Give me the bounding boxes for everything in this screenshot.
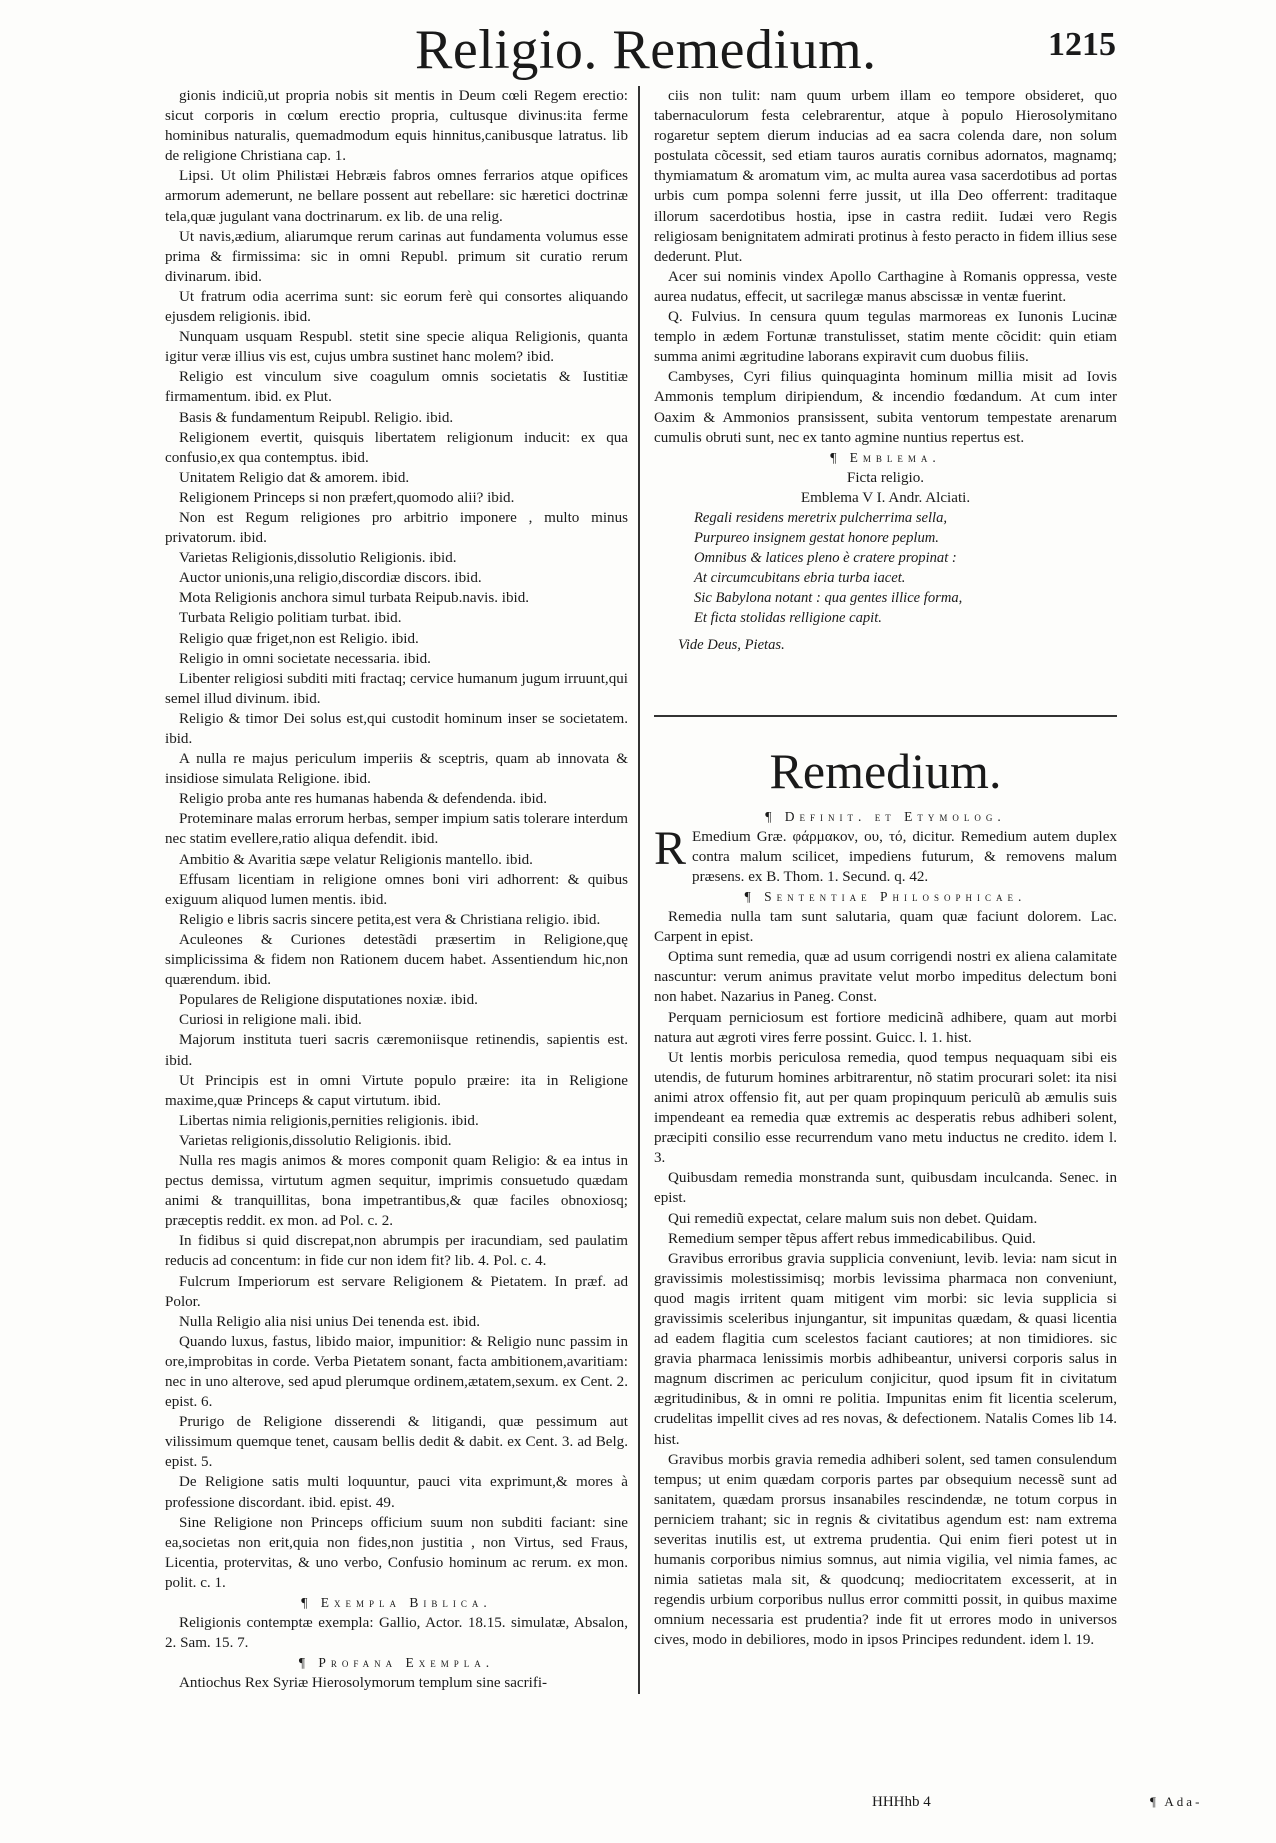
section-heading-sententiae: ¶ Sententiae Philosophicae. — [744, 889, 1027, 904]
definition-text: Emedium Græ. φάρμακον, ου, τό, dicitur. Remedium autem duplex contra malum scilicet, impediens futurum, & removens malum præsens. ex B. Thom. 1. Secund. q. 42. — [692, 828, 1117, 885]
left-paragraph: Libenter religiosi subditi miti fractaq; cervice humanum jugum irruunt,qui semel illud divinum. ibid. — [165, 670, 628, 707]
remedium-heading: Remedium. — [654, 715, 1117, 799]
left-column — [165, 86, 640, 1694]
left-paragraph: Unitatem Religio dat & amorem. ibid. — [179, 469, 410, 486]
emblem-verses — [654, 508, 1117, 629]
left-paragraph: Religio e libris sacris sincere petita,est vera & Christiana religio. ibid. — [179, 911, 601, 928]
remedium-paragraph: Quibusdam remedia monstranda sunt, quibusdam inculcanda. Senec. in epist. — [654, 1170, 1117, 1207]
left-paragraph: Ambitio & Avaritia sæpe velatur Religionis mantello. ibid. — [179, 851, 533, 868]
left-paragraph: Antiochus Rex Syriæ Hierosolymorum templum sine sacrifi- — [179, 1675, 548, 1692]
left-paragraph: Fulcrum Imperiorum est servare Religionem & Pietatem. In præf. ad Polor. — [165, 1273, 628, 1310]
left-paragraph: Ut navis,ædium, aliarumque rerum carinas aut fundamenta volumus esse prima & firmissima: sic in omni Republ. primum sit curatio rerum divinarum. ibid. — [165, 228, 628, 285]
emblem-title: Ficta religio. — [846, 469, 925, 486]
left-paragraph: Majorum instituta tueri sacris cæremoniisque retinendis, sapientis est. ibid. — [165, 1032, 628, 1069]
drop-cap: R — [654, 821, 687, 875]
left-paragraph: gionis indiciũ,ut propria nobis sit mentis in Deum cœli Regem erectio: sicut corporis in cœlum erectio propria, cultusque divinus:ita ferme hominibus naturalis, quemadmodum equis hinnitus,canibusque latratus. lib de religione Christiana cap. 1. — [165, 88, 628, 165]
signature-mark: HHHhb 4 — [872, 1794, 931, 1810]
section-heading-profana-exempla: ¶ Profana Exempla. — [298, 1655, 495, 1671]
remedium-paragraph: Gravibus morbis gravia remedia adhiberi solent, sed tamen consulendum tempus; ut enim quædam corporis partes par obsequium necessẽ sunt ad sanitatem, quædam prorsus insanabiles rescindendæ, ne totum corpus in perniciem trahant; sic in regnis & civitatibus agendum est: nam extrema severitas inutilis est, ut extrema prudentia. Qui enim fieri potest ut in humanis corporibus nimius somnus, aut nimia vigilia, vel nimia fames, ac nimia satietas mala sit, & quodcunq; mediocritatem excesserit, at in regendis urbium corporibus nullus error committi possit, in quibus maxime omnium necessaria est prudentia? inde fit ut errores modo in universos cives, modo in debiliores, modo in ipsos Principes redundent. idem l. 19. — [654, 1451, 1117, 1649]
remedium-paragraph: Perquam perniciosum est fortiore medicinã adhibere, quam aut morbi natura aut ægroti vires ferre possint. Guicc. l. 1. hist. — [654, 1009, 1117, 1046]
left-paragraph: Aculeones & Curiones detestãdi præsertim in Religione,quę simplicissima & fidem non Rationem ducem habet. Assentiendum hic,non quærendum. ibid. — [165, 931, 628, 989]
right-column — [654, 86, 1117, 1694]
section-heading-emblema: ¶ Emblema. — [830, 449, 941, 465]
left-paragraph: Curiosi in religione mali. ibid. — [179, 1012, 362, 1029]
remedium-paragraph: Remedium semper tẽpus affert rebus immedicabilibus. Quid. — [668, 1230, 1036, 1247]
definition-paragraph — [654, 821, 1117, 887]
remedium-paragraphs — [654, 907, 1117, 1650]
left-paragraph: Religio proba ante res humanas habenda & defendenda. ibid. — [179, 791, 547, 808]
remedium-paragraph: Optima sunt remedia, quæ ad usum corrigendi nostri ex aliena calamitate nascuntur: verum animus pravitate velut morbo impeditus delectum boni non habet. Nazarius in Paneg. Const. — [654, 949, 1117, 1006]
right-paragraphs — [654, 86, 1117, 448]
emblem-verse: Et ficta stolidas relligione capit. — [694, 610, 882, 627]
right-paragraph: Cambyses, Cyri filius quinquaginta hominum millia misit ad Iovis Ammonis templum diripiendum, & incendio fœdandum. At cum inter Oaxim & Ammonios pransissent, subita ventorum tempestate arenarum cumulis obruti sunt, nec ex tanto agmine nuntius repertus est. — [654, 369, 1117, 446]
left-paragraph: Lipsi. Ut olim Philistæi Hebræis fabros omnes ferrarios atque opifices armorum ademerunt, ne bellare possent aut rebellare: sic hæretici doctrinæ tela,quæ jugulant vana doctrinarum. ex lib. de una relig. — [165, 168, 628, 225]
left-paragraph: De Religione satis multi loquuntur, pauci vita exprimunt,& mores à professione discordant. ibid. epist. 49. — [165, 1474, 628, 1511]
left-paragraph: Religio quæ friget,non est Religio. ibid. — [179, 630, 419, 647]
left-paragraph: Populares de Religione disputationes noxiæ. ibid. — [179, 992, 478, 1009]
left-paragraph: Turbata Religio politiam turbat. ibid. — [179, 610, 402, 627]
emblem-verse: Omnibus & latices pleno è cratere propinat : — [694, 550, 957, 567]
cross-reference: Vide Deus, Pietas. — [678, 636, 785, 653]
section-heading-exempla-biblica: ¶ Exempla Biblica. — [301, 1595, 492, 1611]
left-paragraph: Religionem Princeps si non præfert,quomodo alii? ibid. — [179, 489, 515, 506]
text-columns — [165, 86, 1117, 1694]
left-paragraph: Religionis contemptæ exempla: Gallio, Actor. 18.15. simulatæ, Absalon, 2. Sam. 15. 7. — [165, 1615, 628, 1652]
left-paragraph: Sine Religione non Princeps officium suum non subditi faciant: sine ea,societas non erit,quia non fides,non justitia , non Virtus, sed Fraus, Licentia, protervitas, & uno verbo, Confusio hominum ac rerum. ex mon. polit. c. 1. — [165, 1514, 628, 1591]
left-paragraph: Proteminare malas errorum herbas, semper impium satis tolerare interdum nec statim evellere,ratio aliqua defendit. ibid. — [165, 811, 628, 848]
left-paragraph: Auctor unionis,una religio,discordiæ discors. ibid. — [179, 570, 482, 587]
left-paragraph: Libertas nimia religionis,pernities religionis. ibid. — [179, 1112, 479, 1129]
right-paragraph: ciis non tulit: nam quum urbem illam eo tempore obsideret, quo tabernaculorum festa celebrarentur, atque à populo Hierosolymitano rogaretur septem dierum inducias ad ea sacra colenda dare, non solum postulata cõcessit, sed etiam tauros auratis cornibus adornatos, magnamq; thymiamatum & aromatum vim, ac multa aurea vasa sacerdotibus ad portas urbis cum pompa solenni ferre jussit, ut illa Deo offerrent: traditaque illorum sacerdotibus hostia, ipse in castra rediit. Iudæi vero Regis religiosam benignitatem admirati protinus à festo peracto in fidem illius sese dederunt. Plut. — [654, 88, 1117, 265]
left-paragraph: Varietas Religionis,dissolutio Religionis. ibid. — [179, 550, 457, 567]
left-paragraph: Nulla Religio alia nisi unius Dei tenenda est. ibid. — [179, 1313, 480, 1330]
running-head: Religio. Remedium. — [415, 19, 877, 81]
catchword: ¶ Ada- — [1150, 1794, 1203, 1809]
left-paragraph: Ut fratrum odia acerrima sunt: sic eorum ferè qui consortes aliquando ejusdem religionis. ibid. — [165, 288, 628, 326]
emblem-verse: Sic Babylona notant : qua gentes illice forma, — [694, 590, 963, 607]
left-paragraph: Varietas religionis,dissolutio Religionis. ibid. — [179, 1132, 452, 1149]
remedium-paragraph: Qui remediũ expectat, celare malum suis non debet. Quidam. — [668, 1210, 1038, 1227]
page-number: 1215 — [1048, 26, 1116, 63]
right-paragraph: Acer sui nominis vindex Apollo Carthagine à Romanis oppressa, veste aurea nudatus, effecit, ut sacrilegæ manus abscissæ in ventæ fuerint. — [654, 268, 1117, 305]
left-paragraph: Basis & fundamentum Reipubl. Religio. ibid. — [179, 409, 454, 426]
left-paragraph: Religionem evertit, quisquis libertatem religionum inducit: ex qua confusio,ex qua contemptus. ibid. — [165, 429, 628, 466]
remedium-paragraph: Ut lentis morbis periculosa remedia, quod tempus nequaquam sibi eis utendis, de futurum homines arbitrarentur, nõ statim procurari solet: ita nisi animi atrox offensio fit, aut per quam propinquum periculũ ab æmulis suis impendeant ea remedia quæ extremis ac desperatis rebus adhiberi solent, præcipiti consilio esse recurrendum vano metu inductus ne credito. idem l. 3. — [654, 1049, 1117, 1167]
left-paragraph: Prurigo de Religione disserendi & litigandi, quæ pessimum aut vilissimum quemque tenet, causam bellis dedit & dabit. ex Cent. 3. ad Belg. epist. 5. — [165, 1414, 628, 1471]
emblem-verse: Purpureo insignem gestat honore peplum. — [694, 530, 939, 547]
left-paragraphs — [165, 86, 628, 1593]
left-paragraph: Religio est vinculum sive coagulum omnis societatis & Iustitiæ firmamentum. ibid. ex Plut. — [165, 369, 628, 406]
left-paragraph: Mota Religionis anchora simul turbata Reipub.navis. ibid. — [179, 590, 530, 607]
right-paragraph: Q. Fulvius. In censura quum tegulas marmoreas ex Iunonis Lucinæ templo in ædem Fortunæ transtulisset, statim mente cõcidit: quin etiam summa animi ægritudine laborans expiravit cum duobus filiis. — [654, 309, 1117, 366]
section-heading-definition: ¶ Definit. et Etymolog. — [765, 808, 1006, 824]
left-paragraph: Non est Regum religiones pro arbitrio imponere , multo minus privatorum. ibid. — [165, 509, 628, 547]
emblem-verse: Regali residens meretrix pulcherrima sella, — [694, 509, 948, 526]
left-paragraph: A nulla re majus periculum imperiis & sceptris, quam ab innovata & insidiose simulata Religione. ibid. — [165, 751, 628, 788]
emblem-subtitle: Emblema V I. Andr. Alciati. — [800, 489, 971, 506]
page-header — [165, 18, 1116, 92]
left-paragraph: Nunquam usquam Respubl. stetit sine specie aliqua Religionis, quanta igitur veræ illius vis est, cujus umbra sustinet hanc molem? ibid. — [165, 329, 628, 366]
left-paragraph: Effusam licentiam in religione omnes boni viri adhorrent: & quibus exiguum aliquod lumen mentis. ibid. — [165, 871, 628, 908]
remedium-paragraph: Gravibus erroribus gravia supplicia conveniunt, levib. levia: nam sicut in gravissimis molestissimisq; morbis levissima pharmaca non conveniunt, quod magis irritent quam mitigent vim morbi: sic levia supplicia si gravissimis sceleribus injungantur, sit impunitas quædam, & quasi licentia ad eadem flagitia cum scelestos faciant cautiores; at non timidiores. sic gravia pharmaca lenissimis morbis adhibeantur, universi corporis salus in magnum discrimen ac periculum conjicitur, quod ipsum fit in civitatum ægritudinibus, & in omni re politia. Impunitas enim fit licentia scelerum, crudelitas impellit cives ad res novas, & defectionem. Natalis Comes lib 14. hist. — [654, 1250, 1117, 1448]
left-paragraph: Quando luxus, fastus, libido maior, impunitior: & Religio nunc passim in ore,improbitas in corde. Verba Pietatem sonant, facta ambitionem,avaritiam: nec in uno alterove, sed apud plerumque ordinem,ætatem,sexum. ex Cent. 2. epist. 6. — [165, 1333, 628, 1411]
left-paragraph: Religio & timor Dei solus est,qui custodit hominum inser se societatem. ibid. — [165, 710, 628, 747]
left-paragraph: Ut Principis est in omni Virtute populo præire: ita in Religione maxime,quæ Princeps & caput virtutum. ibid. — [165, 1072, 628, 1109]
left-paragraph: Nulla res magis animos & mores componit quam Religio: & ea intus in pectus demissa, virtutum agmen sequitur, imprimis consuetudo quædam animi & tranquillitas, bona impetrantibus,& quæ faciles obnoxiosq; præceptis reddit. ex mon. ad Pol. c. 2. — [165, 1152, 628, 1230]
remedium-paragraph: Remedia nulla tam sunt salutaria, quam quæ faciunt dolorem. Lac. Carpent in epist. — [654, 909, 1117, 946]
emblem-verse: At circumcubitans ebria turba iacet. — [694, 570, 906, 587]
left-paragraph: Religio in omni societate necessaria. ibid. — [179, 650, 431, 667]
left-paragraph: In fidibus si quid discrepat,non abrumpis per iracundiam, sed paulatim reducis ad concentum: in fide cur non idem fit? lib. 4. Pol. c. 4. — [165, 1233, 628, 1270]
